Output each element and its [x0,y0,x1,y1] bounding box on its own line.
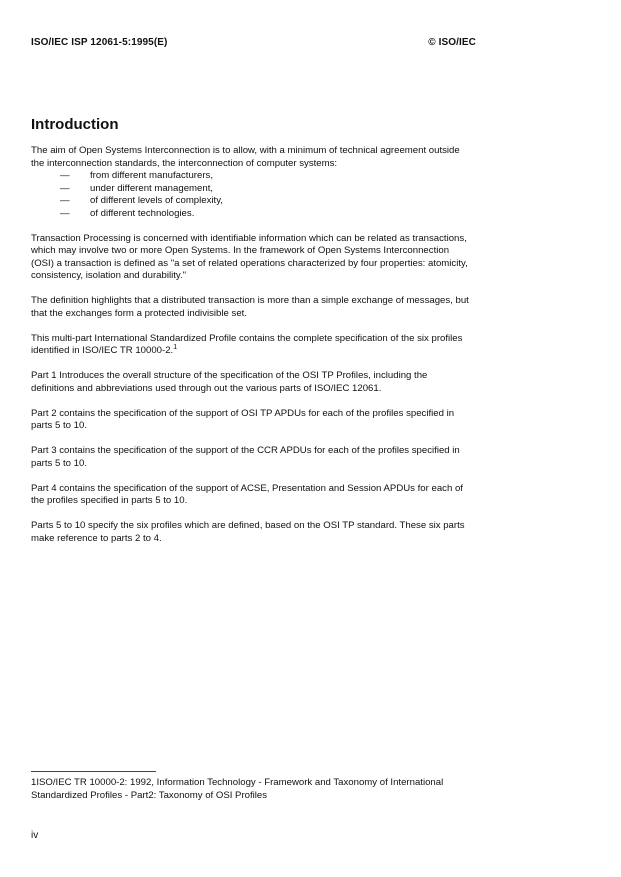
part-2-paragraph: Part 2 contains the specification of the support of OSI TP APDUs for each of the profiles specified in parts 5 to 10. [31,407,455,431]
list-item [31,183,471,196]
part-3-paragraph: Part 3 contains the specification of the support of the CCR APDUs for each of the profiles specified in parts 5 to 10. [31,445,460,469]
profile-paragraph-text: This multi-part International Standardized Profile contains the complete specification of the six profiles identified in ISO/IEC TR 10000-2. [31,332,463,356]
footnote [31,777,501,802]
list-item [31,208,471,221]
list-item-text: of different technologies. [90,207,195,219]
footnote-text: ISO/IEC TR 10000-2: 1992, Information Technology - Framework and Taxonomy of International Standardized Profiles - Part2: Taxonomy of OSI Profiles [31,777,444,801]
footnote-divider [31,771,156,772]
definition-paragraph: The definition highlights that a distributed transaction is more than a simple exchange of messages, but that the exchanges form a protected indivisible set. [31,295,469,319]
intro-paragraph: The aim of Open Systems Interconnection is to allow, with a minimum of technical agreement outside the interconnection standards, the interconnection of computer systems: [31,145,460,169]
document-id: ISO/IEC ISP 12061-5:1995(E) [31,37,168,48]
dash-bullet: — [60,195,70,206]
page-number: iv [31,830,39,841]
body-text [31,145,471,558]
profile-paragraph [31,333,471,358]
list-item [31,170,471,183]
dash-bullet: — [60,182,70,194]
systems-list [31,170,471,220]
list-item-text: under different management, [90,182,214,194]
list-item [31,195,471,208]
list-item-text: of different levels of complexity, [90,195,223,206]
dash-bullet: — [60,207,70,219]
transaction-paragraph: Transaction Processing is concerned with identifiable information which can be related as transactions, which may involve two or more Open Systems. In the framework of Open Systems Interconnection (OSI) a transaction is defined as "a set of related operations characterized by four properties: atomicity, consistency, isolation and durability." [31,232,468,281]
dash-bullet: — [60,170,70,181]
section-title: Introduction [31,116,119,133]
footnote-reference[interactable]: 1 [173,343,178,351]
list-item-text: from different manufacturers, [90,170,213,181]
parts-5-10-paragraph: Parts 5 to 10 specify the six profiles which are defined, based on the OSI TP standard. These six parts make reference to parts 2 to 4. [31,520,465,544]
part-4-paragraph: Part 4 contains the specification of the support of ACSE, Presentation and Session APDUs for each of the profiles specified in parts 5 to 10. [31,482,463,506]
part-1-paragraph: Part 1 Introduces the overall structure of the specification of the OSI TP Profiles, including the definitions and abbreviations used through out the various parts of ISO/IEC 12061. [31,370,428,394]
footnote-mark: 1 [31,777,37,788]
copyright-notice: © ISO/IEC [428,37,476,48]
